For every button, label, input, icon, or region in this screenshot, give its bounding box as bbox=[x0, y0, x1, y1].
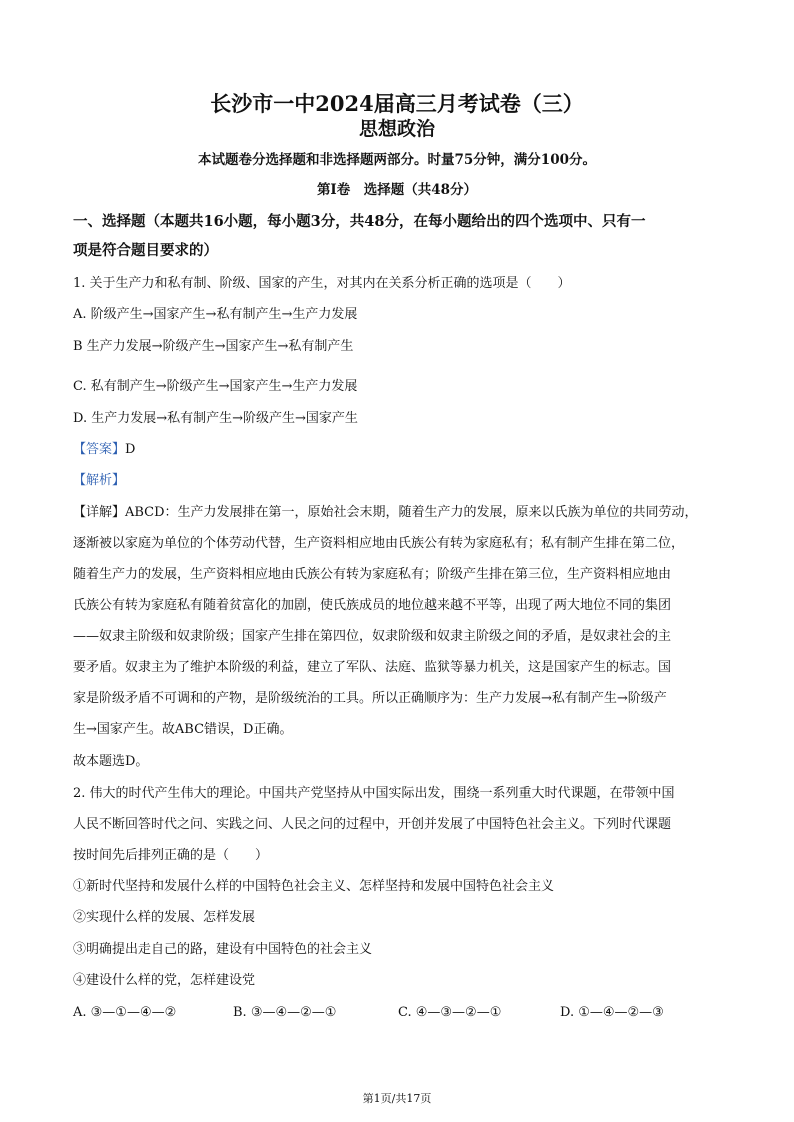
q2-item-3: ③明确提出走自己的路，建设有中国特色的社会主义 bbox=[73, 942, 373, 957]
section-heading-line1: 一、选择题（本题共16小题，每小题3分，共48分，在每小题给出的四个选项中、只有一 bbox=[73, 213, 646, 230]
q2-stem-line: 2. 伟大的时代产生伟大的理论。中国共产党坚持从中国实际出发，围绕一系列重大时代课题，在带领中国 bbox=[73, 786, 675, 801]
analysis-tag: 【解析】 bbox=[73, 473, 126, 488]
detail-line: 随着生产力的发展，生产资料相应地由氏族公有转为家庭私有；阶级产生排在第三位，生产资料相应地由 bbox=[73, 567, 672, 582]
q2-option-c: C. ④—③—②—① bbox=[398, 1005, 502, 1020]
detail-line: 氏族公有转为家庭私有随着贫富化的加剧，使氏族成员的地位越来越不平等，出现了两大地位不同的集团 bbox=[73, 598, 672, 613]
exam-intro: 本试题卷分选择题和非选择题两部分。时量75分钟，满分100分。 bbox=[198, 152, 596, 168]
q2-item-4: ④建设什么样的党，怎样建设党 bbox=[73, 973, 256, 988]
detail-line: ——奴隶主阶级和奴隶阶级；国家产生排在第四位，奴隶阶级和奴隶主阶级之间的矛盾，是奴隶社会的主 bbox=[73, 629, 672, 644]
detail-line: 生→国家产生。故ABC错误，D正确。 bbox=[73, 722, 293, 737]
q2-item-1: ①新时代坚持和发展什么样的中国特色社会主义、怎样坚持和发展中国特色社会主义 bbox=[73, 879, 555, 894]
q1-stem: 1. 关于生产力和私有制、阶级、国家的产生，对其内在关系分析正确的选项是（ ） bbox=[73, 276, 571, 291]
q1-option-a: A. 阶级产生→国家产生→私有制产生→生产力发展 bbox=[73, 307, 358, 322]
detail-line: 家是阶级矛盾不可调和的产物，是阶级统治的工具。所以正确顺序为：生产力发展→私有制产生→阶级产 bbox=[73, 691, 667, 706]
q1-option-b: B 生产力发展→阶级产生→国家产生→私有制产生 bbox=[73, 339, 354, 354]
q1-option-c: C. 私有制产生→阶级产生→国家产生→生产力发展 bbox=[73, 379, 358, 394]
part-heading: 第Ⅰ卷 选择题（共48分） bbox=[316, 182, 478, 198]
q2-stem-line: 按时间先后排列正确的是（ ） bbox=[73, 848, 269, 863]
q2-stem-line: 人民不断回答时代之问、实践之问、人民之问的过程中，开创并发展了中国特色社会主义。下列时代课题 bbox=[73, 817, 672, 832]
exam-title: 长沙市一中2024届高三月考试卷（三） bbox=[210, 91, 584, 116]
q2-option-a: A. ③—①—④—② bbox=[73, 1005, 177, 1020]
subject-title: 思想政治 bbox=[358, 118, 435, 140]
q2-option-b: B. ③—④—②—① bbox=[233, 1005, 337, 1020]
q1-answer bbox=[73, 440, 733, 460]
page-footer: 第1页/共17页 bbox=[362, 1092, 432, 1105]
detail-line: 逐渐被以家庭为单位的个体劳动代替，生产资料相应地由氏族公有转为家庭私有；私有制产生排在第二位， bbox=[73, 536, 685, 551]
q2-option-d: D. ①—④—②—③ bbox=[560, 1005, 664, 1020]
detail-line: 【详解】ABCD：生产力发展排在第一，原始社会末期，随着生产力的发展，原来以氏族为单位的共同劳动， bbox=[73, 505, 698, 520]
detail-conclusion: 故本题选D。 bbox=[73, 754, 149, 769]
detail-line: 要矛盾。奴隶主为了维护本阶级的利益，建立了军队、法庭、监狱等暴力机关，这是国家产生的标志。国 bbox=[73, 660, 672, 675]
q2-item-2: ②实现什么样的发展、怎样发展 bbox=[73, 910, 256, 925]
answer-value: D bbox=[125, 442, 136, 457]
answer-tag: 【答案】 bbox=[73, 442, 126, 457]
section-heading-line2: 项是符合题目要求的） bbox=[73, 242, 218, 259]
q1-option-d: D. 生产力发展→私有制产生→阶级产生→国家产生 bbox=[73, 411, 358, 426]
